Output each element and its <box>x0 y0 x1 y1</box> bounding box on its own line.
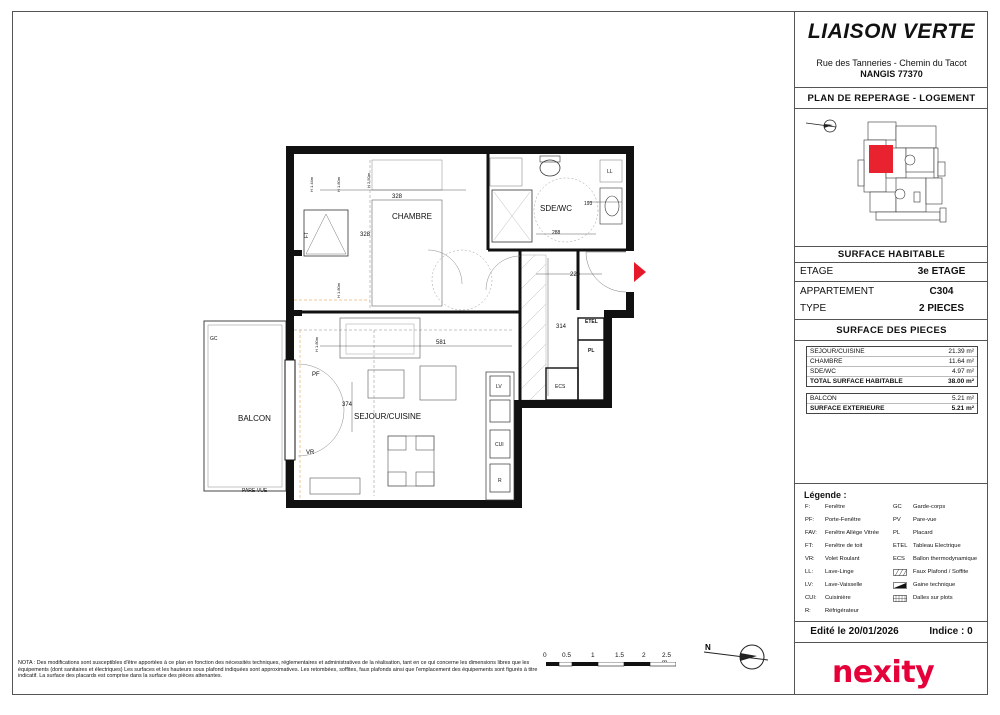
legend-item: VR: Volet Roulant <box>805 556 860 562</box>
svg-text:H 2.50m: H 2.50m <box>366 172 371 188</box>
legend-item: PL Placard <box>893 530 933 536</box>
floor-plan <box>195 140 665 520</box>
svg-text:PF: PF <box>312 372 320 378</box>
legend-item: Dalles sur plots <box>893 595 988 604</box>
svg-text:581: 581 <box>436 340 447 346</box>
north-arrow-icon <box>806 120 836 132</box>
divider <box>795 319 988 320</box>
svg-text:FT: FT <box>304 231 310 238</box>
surface-pieces-heading: SURFACE DES PIECES <box>836 325 947 336</box>
table-row-total: SURFACE EXTERIEURE 5.21 m² <box>810 405 974 412</box>
svg-text:314: 314 <box>556 324 567 330</box>
svg-text:193: 193 <box>584 201 593 207</box>
svg-text:CUI: CUI <box>495 442 504 448</box>
legend-item: ETEL Tableau Electrique <box>893 543 961 549</box>
edition-date: Edité le 20/01/2026 <box>810 626 899 637</box>
legend-item: Gaine technique <box>893 582 988 591</box>
shaft-icon <box>893 582 907 589</box>
legend-item: Faux Plafond / Soffite <box>893 569 988 578</box>
etage-value: 3e ETAGE <box>917 266 966 277</box>
entrance-marker-icon <box>634 262 646 282</box>
room-label-balcon: BALCON <box>238 414 271 423</box>
svg-text:288: 288 <box>552 230 561 236</box>
svg-text:H 1.80m: H 1.80m <box>314 336 319 352</box>
svg-text:GC: GC <box>210 336 218 342</box>
table-row: SEJOUR/CUISINE 21.39 m² <box>807 347 977 357</box>
svg-text:220: 220 <box>570 272 581 278</box>
divider <box>795 281 988 282</box>
balcony-outline <box>204 321 286 491</box>
legend-item: LV: Lave-Vaisselle <box>805 582 863 588</box>
edition-index: Indice : 0 <box>929 626 973 637</box>
legend-item: GC Garde-corps <box>893 504 946 510</box>
plan-reperage-heading: PLAN DE REPERAGE - LOGEMENT <box>807 93 976 104</box>
key-plan <box>800 112 985 242</box>
north-label: N <box>705 643 711 652</box>
surface-table <box>806 346 978 387</box>
svg-text:328: 328 <box>360 232 371 238</box>
hatch-icon <box>893 569 907 576</box>
legend-item: F: Fenêtre <box>805 504 845 510</box>
svg-text:ETEL: ETEL <box>585 319 598 325</box>
svg-text:328: 328 <box>392 194 403 200</box>
svg-text:PARE-VUE: PARE-VUE <box>242 488 268 494</box>
svg-text:ECS: ECS <box>555 384 566 390</box>
disclaimer-note: NOTA : Des modifications sont susceptibles d'être apportées à ce plan en fonction des nécessités techniques, réglementaires et administratives de la réalisation, tant en ce qui concerne les dimensions libres que les équipements (dont sanitaires et électriques) Les surfaces et les hauteurs sous plafond indiquées sont approximatives. Les retombées, soffites, faux plafonds ainsi que l'emplacement des équipements sont figurés à titre indicatif. La surface des placards est comprise dans la surface des pièces attenantes. <box>18 660 538 680</box>
svg-text:R: R <box>498 478 502 484</box>
type-value: 2 PIECES <box>918 303 965 314</box>
svg-text:LL: LL <box>607 169 613 175</box>
surface-habitable-heading: SURFACE HABITABLE <box>837 249 946 260</box>
divider <box>795 340 988 341</box>
etage-label: ETAGE <box>800 266 834 277</box>
project-address <box>795 58 988 80</box>
divider <box>795 483 988 484</box>
divider <box>795 262 988 263</box>
compass-icon <box>702 640 772 676</box>
appartement-label: APPARTEMENT <box>800 286 875 297</box>
legend-item: LL: Lave-Linge <box>805 569 854 575</box>
legend-item: PF: Porte-Fenêtre <box>805 517 861 523</box>
legend-item: ECS Ballon thermodynamique <box>893 556 978 562</box>
etage-row <box>800 266 983 277</box>
nexity-logo: nexity <box>832 655 935 690</box>
edition-footer <box>795 626 988 637</box>
room-label-chambre: CHAMBRE <box>392 212 433 221</box>
room-label-sejour: SEJOUR/CUISINE <box>354 412 422 421</box>
apartment-highlight <box>869 145 893 173</box>
svg-text:VR: VR <box>306 450 315 456</box>
panel-divider <box>794 11 795 695</box>
svg-text:H 1.80m: H 1.80m <box>336 176 341 192</box>
table-row: BALCON 5.21 m² <box>807 394 977 404</box>
project-title: LIAISON VERTE <box>807 20 976 43</box>
table-row: CHAMBRE 11.64 m² <box>807 357 977 367</box>
svg-text:PL: PL <box>588 348 595 354</box>
divider <box>795 642 988 643</box>
room-label-sde: SDE/WC <box>540 204 572 213</box>
svg-text:H 1.44m: H 1.44m <box>309 176 314 192</box>
legend-item: FAV: Fenêtre Allège Vitrée <box>805 530 880 536</box>
address-line-2: NANGIS 77370 <box>860 69 923 79</box>
exterior-surface-table <box>806 393 978 414</box>
legend-item: FT: Fenêtre de toit <box>805 543 863 549</box>
legend-heading: Légende : <box>804 490 847 500</box>
wall <box>286 146 634 154</box>
address-line-1: Rue des Tanneries - Chemin du Tacot <box>816 58 967 68</box>
divider <box>795 108 988 109</box>
appartement-row <box>800 286 983 297</box>
svg-text:H 1.80m: H 1.80m <box>336 282 341 298</box>
table-row-total: TOTAL SURFACE HABITABLE 38.00 m² <box>810 378 974 385</box>
svg-text:374: 374 <box>342 402 353 408</box>
divider <box>795 87 988 88</box>
type-label: TYPE <box>800 303 827 314</box>
legend-item: R: Réfrigérateur <box>805 608 859 614</box>
divider <box>795 621 988 622</box>
table-row: SDE/WC 4.97 m² <box>807 367 977 377</box>
legend-item: PV Pare-vue <box>893 517 937 523</box>
type-row <box>800 303 983 314</box>
svg-text:LV: LV <box>496 384 502 390</box>
divider <box>795 246 988 247</box>
legend-item: CUI: Cuisinière <box>805 595 851 601</box>
appartement-value: C304 <box>929 286 954 297</box>
tiles-icon <box>893 595 907 602</box>
